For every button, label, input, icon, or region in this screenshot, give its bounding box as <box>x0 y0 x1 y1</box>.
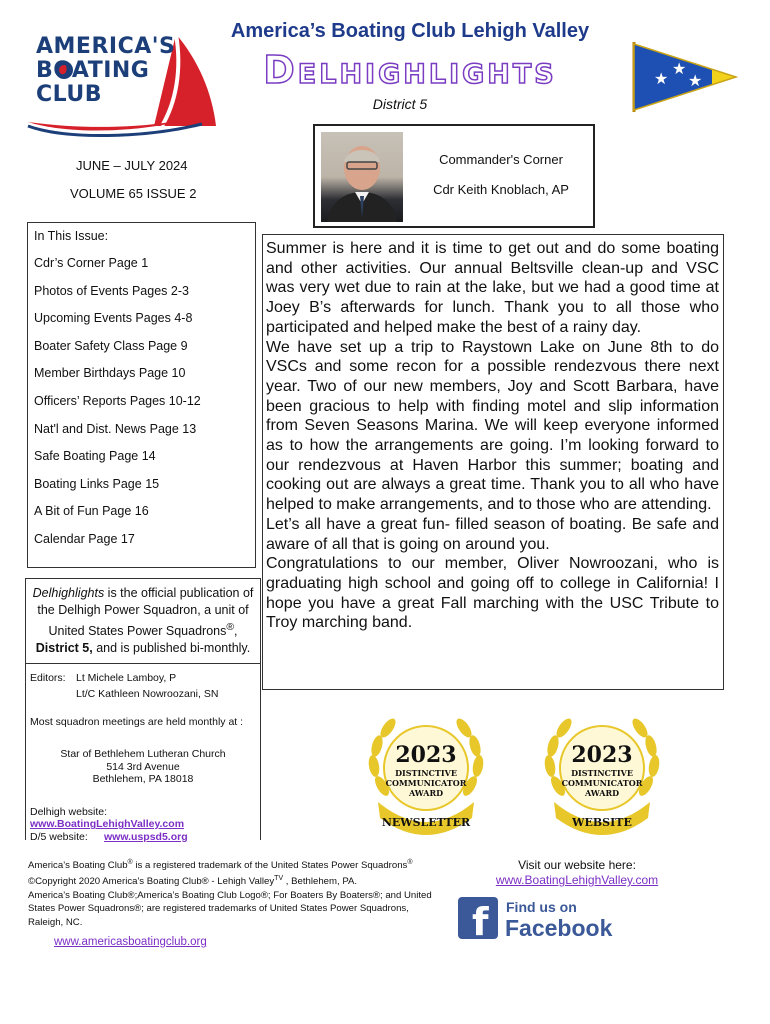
svg-text:Find us on: Find us on <box>506 899 577 915</box>
visit-website-link[interactable]: www.BoatingLehighValley.com <box>495 873 659 887</box>
svg-text:★: ★ <box>672 59 687 78</box>
svg-text:★: ★ <box>654 69 669 88</box>
delhigh-website-link[interactable]: www.BoatingLehighValley.com <box>30 818 185 831</box>
svg-text:WEBSITE: WEBSITE <box>572 816 632 829</box>
club-title: America’s Boating Club Lehigh Valley <box>230 20 590 42</box>
article-paragraph: Congratulations to our member, Oliver Nowroozani, who is graduating high school and going off to college in California! I hope you have a great Fall marching with the USC Tribute to Troy marching band. <box>266 555 719 632</box>
svg-text:NEWSLETTER: NEWSLETTER <box>381 816 471 829</box>
editors-row <box>30 686 256 702</box>
publication-name: Delhighlights <box>32 586 105 600</box>
d5-website-label: D/5 website: <box>30 830 88 843</box>
svg-text:2023: 2023 <box>395 742 457 768</box>
americas-boating-club-link[interactable]: www.americasboatingclub.org <box>54 936 207 948</box>
toc-item: Safe Boating Page 14 <box>34 449 156 464</box>
issue-date: JUNE – JULY 2024 <box>76 158 188 173</box>
toc-item: Upcoming Events Pages 4-8 <box>34 311 193 326</box>
article-paragraph: Summer is here and it is time to get out and do some boating and other activities. Our annual Beltsville clean-up and VSC was very wet due to rain at the lake, but we had a good time at Joey B’s afterwards for lunch. Thank you to all those who participated and helped make the best of a rainy day. <box>266 240 719 336</box>
in-this-issue-box <box>27 222 256 568</box>
svg-text:Facebook: Facebook <box>505 915 613 941</box>
americas-boating-club-logo <box>26 30 226 140</box>
publication-statement: Delhighlights is the official publication of the Delhigh Power Squadron, a unit of United States Power Squadrons®, District 5, and is published bi-monthly. <box>32 586 254 656</box>
logo-line-2: BOATING <box>36 58 150 83</box>
burgee-flag-icon <box>628 40 738 114</box>
article-paragraph: We have set up a trip to Raystown Lake on June 8th to do VSCs and some recon for a possible rendezvous there next year. Two of our new members, Joy and Scott Barbara, have been gracious to help with finding motel and slip information from Seven Seasons Marina. We will keep everyone informed as to how the arrangements are going. I’m looking forward to our rendezvous at Haven Harbor this summer; boating and cooking out are always a great time. Thank you to all who have helped to make arrangements, and to those who are attending. <box>266 338 719 514</box>
newsletter-award-seal <box>360 706 492 838</box>
publication-info-box <box>25 578 261 843</box>
svg-text:DISTINCTIVE: DISTINCTIVE <box>571 768 633 778</box>
commander-corner-box <box>313 124 595 228</box>
toc-item: Cdr’s Corner Page 1 <box>34 256 149 270</box>
delhigh-website-label: Delhigh website: <box>30 805 108 818</box>
toc-item: Photos of Events Pages 2-3 <box>34 283 189 298</box>
toc-heading: In This Issue: <box>34 229 109 243</box>
editors-label: Editors: <box>30 672 66 685</box>
facebook-icon: f <box>472 900 489 941</box>
newsletter-title: Delhighlights <box>263 48 557 92</box>
toc-item: A Bit of Fun Page 16 <box>34 504 149 519</box>
district-bold: District 5, <box>35 641 93 656</box>
meetings-note: Most squadron meetings are held monthly at : <box>30 716 244 729</box>
website-award-seal <box>536 706 668 838</box>
editor-name: Lt/C Kathleen Nowroozani, SN <box>76 688 219 701</box>
svg-text:COMMUNICATOR: COMMUNICATOR <box>561 778 643 788</box>
divider <box>26 663 260 664</box>
issue-volume: VOLUME 65 ISSUE 2 <box>70 186 197 201</box>
svg-text:★: ★ <box>688 71 703 90</box>
toc-item: Member Birthdays Page 10 <box>34 366 186 381</box>
toc-item: Boating Links Page 15 <box>34 476 160 491</box>
svg-text:AWARD: AWARD <box>584 788 620 798</box>
svg-text:2023: 2023 <box>571 742 633 768</box>
meeting-address: Star of Bethlehem Lutheran Church 514 3rd Avenue Bethlehem, PA 18018 <box>60 748 226 786</box>
logo-line-3: CLUB <box>36 82 103 107</box>
logo-line-1: AMERICA'S <box>36 34 176 59</box>
svg-text:AWARD: AWARD <box>408 788 444 798</box>
toc-item: Nat'l and Dist. News Page 13 <box>34 421 197 436</box>
commander-article-box <box>262 234 724 690</box>
facebook-button[interactable] <box>458 895 618 941</box>
editors-row <box>30 670 256 686</box>
d5-website-link[interactable]: www.uspsd5.org <box>104 830 188 843</box>
toc-item: Boater Safety Class Page 9 <box>34 338 188 353</box>
commander-corner-heading: Commander's Corner <box>439 152 563 167</box>
toc-item: Calendar Page 17 <box>34 531 135 546</box>
editor-name: Lt Michele Lamboy, P <box>76 672 177 685</box>
toc-item: Officers’ Reports Pages 10-12 <box>34 393 201 408</box>
commander-photo <box>321 132 403 222</box>
district-label: District 5 <box>372 96 428 112</box>
websites-block <box>30 806 256 844</box>
svg-text:DISTINCTIVE: DISTINCTIVE <box>395 768 457 778</box>
article-paragraph: Let’s all have a great fun- filled season of boating. Be safe and aware of all that is going on around you. <box>266 515 719 553</box>
commander-name: Cdr Keith Knoblach, AP <box>433 182 569 197</box>
svg-text:COMMUNICATOR: COMMUNICATOR <box>385 778 467 788</box>
trademark-notice: America’s Boating Club® is a registered trademark of the United States Power Squadrons® ©Copyright 2020 America's Boating Club® - Lehigh Valley$^{TV}$ , Bethlehem, PA. America’s Boating Club®;America’s Boating Club Logo®; For Boaters By Boaters®; and United States Power Squadrons®; are registered trademarks of United States Power Squadrons, Raleigh, NC. <box>28 859 432 928</box>
visit-website-text: Visit our website here: <box>518 858 636 872</box>
